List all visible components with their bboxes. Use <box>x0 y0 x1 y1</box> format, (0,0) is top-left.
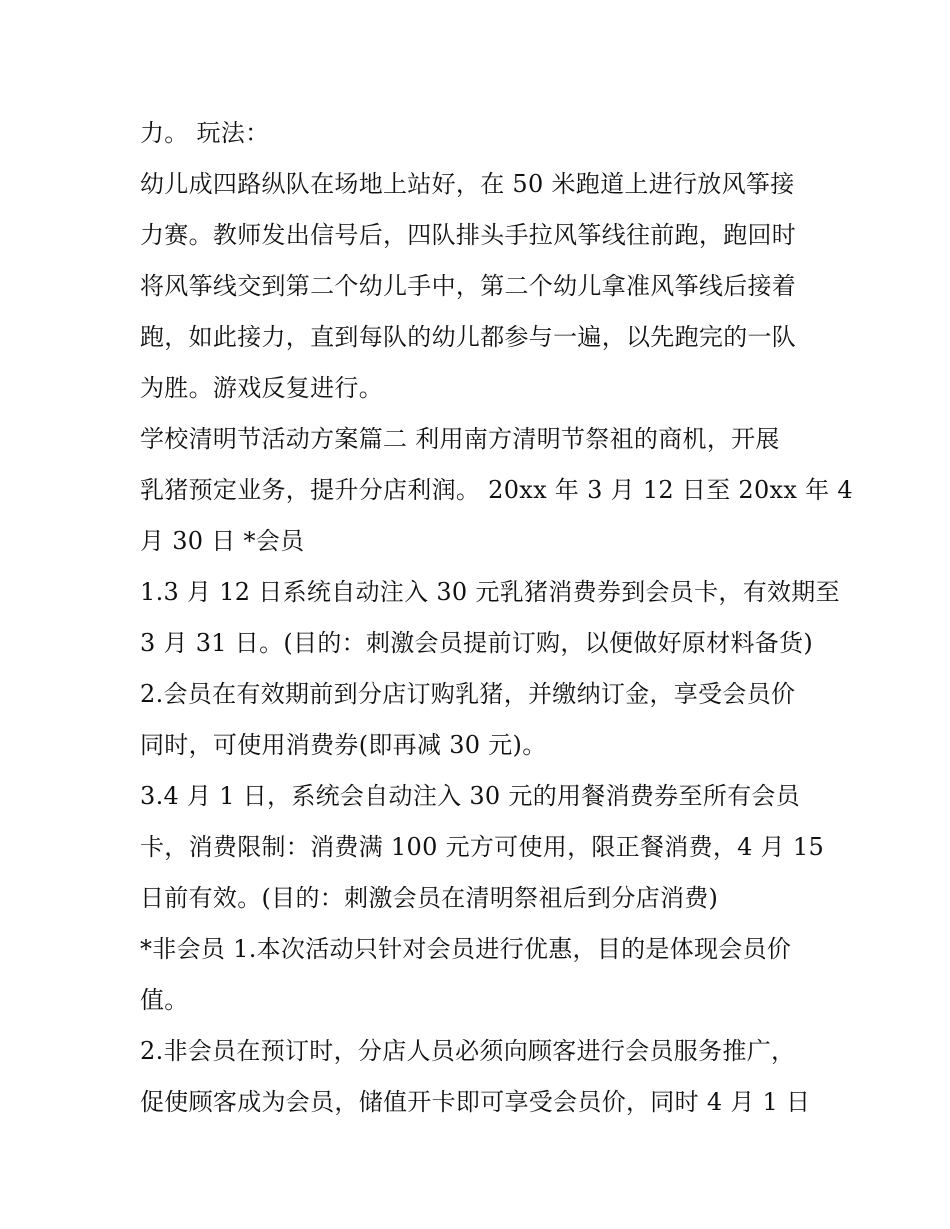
text-line: 将风筝线交到第二个幼儿手中，第二个幼儿拿准风筝线后接着 <box>140 272 797 300</box>
text-line: *非会员 1.本次活动只针对会员进行优惠，目的是体现会员价 <box>140 935 792 963</box>
text-line: 跑，如此接力，直到每队的幼儿都参与一遍，以先跑完的一队 <box>140 323 797 351</box>
text-line: 1.3 月 12 日系统自动注入 30 元乳猪消费券到会员卡，有效期至 <box>140 578 840 606</box>
text-line: 2.非会员在预订时，分店人员必须向顾客进行会员服务推广， <box>140 1037 796 1065</box>
text-line: 乳猪预定业务，提升分店利润。 20xx 年 3 月 12 日至 20xx 年 4 <box>140 476 853 504</box>
text-line: 幼儿成四路纵队在场地上站好，在 50 米跑道上进行放风筝接 <box>140 170 795 198</box>
text-line: 促使顾客成为会员，储值开卡即可享受会员价，同时 4 月 1 日 <box>140 1088 811 1116</box>
text-line: 同时，可使用消费券(即再减 30 元)。 <box>140 731 547 759</box>
text-line: 值。 <box>140 986 189 1014</box>
text-line: 学校清明节活动方案篇二 利用南方清明节祭祖的商机，开展 <box>140 425 780 453</box>
text-line: 日前有效。(目的：刺激会员在清明祭祖后到分店消费) <box>140 884 719 912</box>
text-line: 为胜。游戏反复进行。 <box>140 374 383 402</box>
text-line: 卡，消费限制：消费满 100 元方可使用，限正餐消费，4 月 15 <box>140 833 825 861</box>
text-line: 力赛。教师发出信号后，四队排头手拉风筝线往前跑，跑回时 <box>140 221 797 249</box>
text-line: 月 30 日 *会员 <box>140 527 305 555</box>
text-line: 3.4 月 1 日，系统会自动注入 30 元的用餐消费券至所有会员 <box>140 782 801 810</box>
text-line: 2.会员在有效期前到分店订购乳猪，并缴纳订金，享受会员价 <box>140 680 796 708</box>
text-line: 力。 玩法： <box>140 119 270 147</box>
text-line: 3 月 31 日。(目的：刺激会员提前订购，以便做好原材料备货) <box>140 629 814 657</box>
document-body <box>140 108 853 1128</box>
